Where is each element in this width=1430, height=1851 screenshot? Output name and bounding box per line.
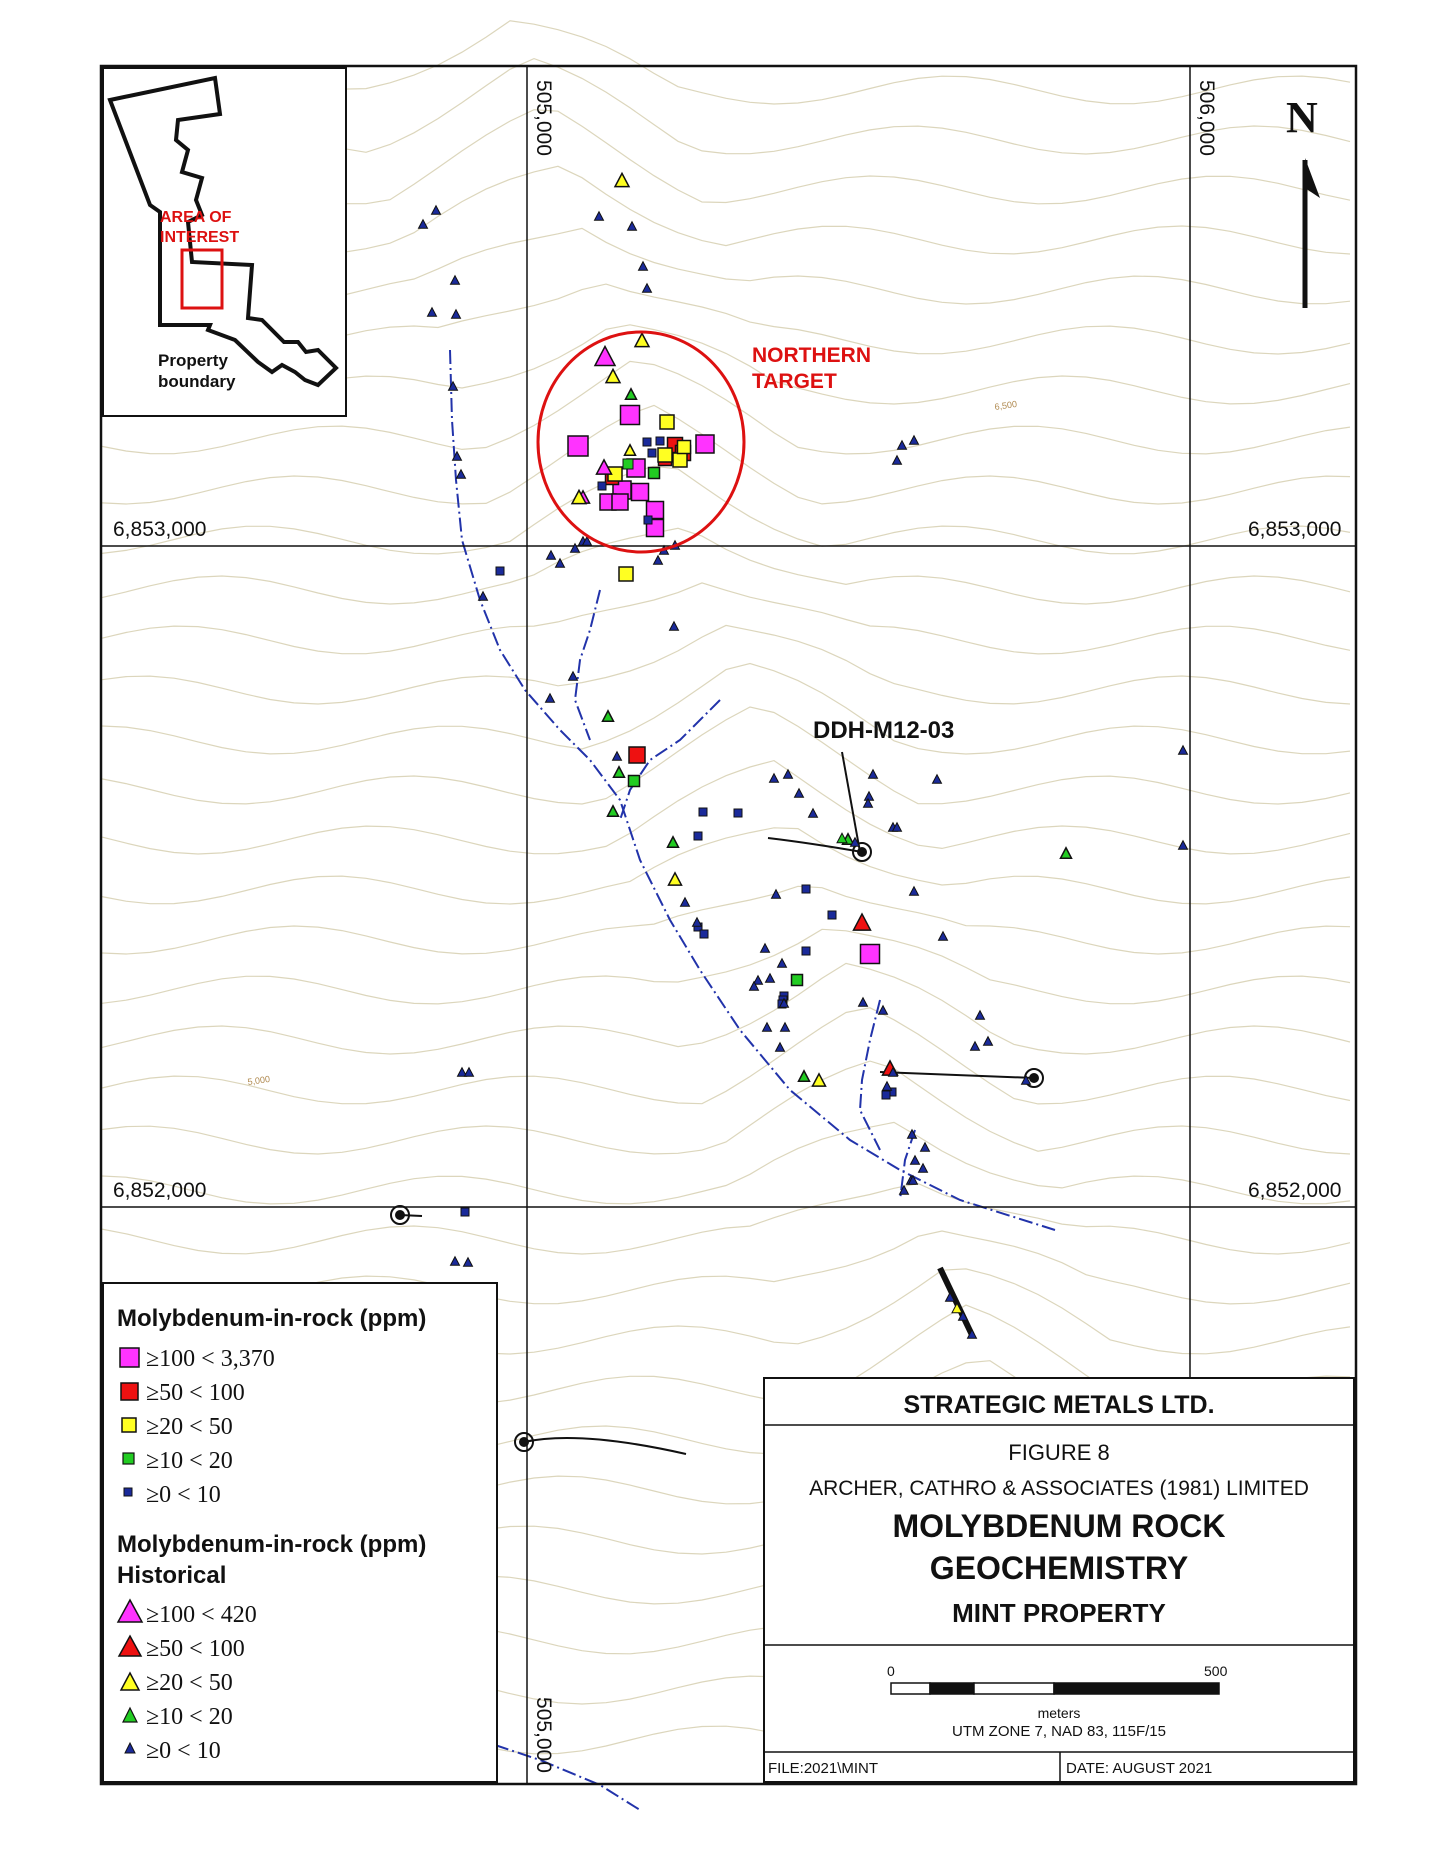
rock-sample-square — [673, 453, 687, 467]
legend-triangle-label: ≥10 < 20 — [146, 1704, 233, 1730]
historical-sample-triangle — [776, 1043, 785, 1052]
map-title-2: GEOCHEMISTRY — [929, 1550, 1189, 1586]
legend-square-label: ≥100 < 3,370 — [146, 1346, 275, 1372]
figure-number: FIGURE 8 — [1008, 1440, 1110, 1465]
historical-sample-triangle — [1179, 841, 1188, 850]
historical-sample-triangle — [643, 284, 652, 293]
historical-sample-triangle — [910, 887, 919, 896]
historical-sample-triangle — [654, 556, 663, 565]
legend-triangle-label: ≥100 < 420 — [146, 1602, 257, 1628]
rock-sample-square — [660, 415, 674, 429]
legend-triangle-label: ≥0 < 10 — [146, 1738, 221, 1764]
rock-sample-square — [621, 406, 640, 425]
historical-sample-triangle — [766, 974, 775, 983]
grid-label-easting-505000-top: 505,000 — [532, 80, 555, 156]
grid-label-easting-505000-bottom: 505,000 — [532, 1697, 555, 1773]
historical-sample-triangle — [865, 792, 874, 801]
historical-sample-triangle — [893, 456, 902, 465]
historical-sample-triangle — [432, 206, 441, 215]
historical-sample-triangle — [813, 1074, 826, 1086]
rock-sample-square — [568, 436, 588, 456]
historical-sample-triangle — [809, 809, 818, 818]
north-arrow-icon — [1286, 93, 1320, 308]
rock-sample-square — [629, 776, 640, 787]
contour-line — [102, 929, 1350, 1004]
historical-sample-triangle — [859, 998, 868, 1007]
historical-sample-triangle — [879, 1006, 888, 1015]
grid-label-easting-506000-top: 506,000 — [1195, 80, 1218, 156]
contour-line — [102, 963, 1350, 1054]
rock-sample-square — [882, 1091, 890, 1099]
drillhole-label: DDH-M12-03 — [813, 717, 955, 744]
inset-area-label-2: INTEREST — [160, 229, 240, 246]
historical-sample-triangle — [761, 944, 770, 953]
historical-sample-triangle — [976, 1011, 985, 1020]
legend-title-historical-2: Historical — [117, 1562, 227, 1589]
rock-sample-square — [694, 832, 702, 840]
historical-sample-triangle — [669, 873, 682, 885]
map-title-1: MOLYBDENUM ROCK — [892, 1508, 1226, 1544]
rock-sample-square — [632, 484, 649, 501]
grid-label-northing-upper-right: 6,853,000 — [1248, 518, 1342, 541]
historical-sample-triangle — [770, 774, 779, 783]
historical-sample-triangle — [921, 1143, 930, 1152]
historical-sample-triangle — [898, 441, 907, 450]
historical-sample-triangle — [911, 1156, 920, 1165]
historical-sample-triangle — [781, 1023, 790, 1032]
legend-square-label: ≥20 < 50 — [146, 1414, 233, 1440]
location-inset — [103, 68, 346, 416]
rock-sample-square — [658, 448, 672, 462]
inset-area-label-1: AREA OF — [160, 209, 232, 226]
scale-start: 0 — [887, 1663, 895, 1679]
rock-sample-square — [678, 441, 691, 454]
historical-sample-triangle — [569, 672, 578, 681]
historical-sample-triangle — [464, 1258, 473, 1267]
historical-sample-triangle — [615, 173, 629, 186]
historical-sample-triangle — [547, 551, 556, 560]
contour-line — [102, 583, 1350, 654]
grid-label-northing-lower-right: 6,852,000 — [1248, 1179, 1342, 1202]
author: ARCHER, CATHRO & ASSOCIATES (1981) LIMITED — [809, 1477, 1309, 1500]
contour-line — [102, 466, 1350, 554]
historical-sample-triangle — [799, 1071, 810, 1081]
contour-line — [102, 1184, 1350, 1255]
historical-sample-triangle — [933, 775, 942, 784]
rock-sample-square — [828, 911, 836, 919]
legend-title-historical: Molybdenum-in-rock (ppm) — [117, 1531, 427, 1558]
historical-sample-triangle — [635, 333, 649, 346]
historical-sample-triangle — [465, 1068, 474, 1077]
historical-sample-triangle — [1179, 746, 1188, 755]
legend — [103, 1283, 497, 1782]
northern-target-label-2: TARGET — [752, 370, 837, 393]
rock-sample-square — [699, 808, 707, 816]
historical-sample-triangle — [595, 212, 604, 221]
rock-sample-square — [696, 435, 714, 453]
grid-label-northing-upper-left: 6,853,000 — [113, 518, 207, 541]
rock-sample-square — [612, 494, 628, 510]
contour-line — [102, 1008, 1350, 1104]
historical-sample-triangle — [625, 445, 636, 455]
legend-square-label: ≥0 < 10 — [146, 1482, 221, 1508]
projection: UTM ZONE 7, NAD 83, 115F/15 — [952, 1723, 1166, 1740]
rock-sample-square — [861, 945, 880, 964]
historical-sample-triangle — [670, 622, 679, 631]
historical-sample-triangle — [639, 262, 648, 271]
historical-sample-triangle — [971, 1042, 980, 1051]
scale-end: 500 — [1204, 1663, 1228, 1679]
legend-triangle-label: ≥20 < 50 — [146, 1670, 233, 1696]
historical-sample-triangle — [613, 752, 622, 761]
date: DATE: AUGUST 2021 — [1066, 1760, 1213, 1777]
historical-sample-triangle — [763, 1023, 772, 1032]
contour-label-6500: 6,500 — [993, 398, 1018, 412]
svg-text:N: N — [1286, 93, 1318, 142]
grid-label-northing-lower-left: 6,852,000 — [113, 1179, 207, 1202]
contour-line — [102, 625, 1350, 704]
contour-line — [102, 1061, 1350, 1154]
scale-unit: meters — [1037, 1705, 1081, 1721]
contour-line — [102, 528, 1350, 604]
rock-sample-square — [656, 437, 664, 445]
contour-line — [102, 1122, 1350, 1204]
rock-sample-square — [619, 567, 633, 581]
rock-sample-square — [598, 482, 606, 490]
inset-property-label-1: Property — [158, 351, 228, 370]
rock-sample-square — [802, 885, 810, 893]
historical-sample-triangle — [546, 694, 555, 703]
legend-square-label: ≥10 < 20 — [146, 1448, 233, 1474]
contour-line — [102, 886, 1350, 954]
historical-sample-triangle — [984, 1037, 993, 1046]
northern-target-label: NORTHERN — [752, 344, 871, 367]
inset-property-label-2: boundary — [158, 372, 236, 391]
historical-sample-triangle — [883, 1082, 892, 1091]
historical-sample-triangle — [451, 1257, 460, 1266]
historical-sample-triangle — [608, 806, 619, 816]
historical-sample-triangle — [626, 389, 637, 399]
rock-sample-square — [496, 567, 504, 575]
rock-sample-square — [648, 449, 656, 457]
historical-sample-triangle — [451, 276, 460, 285]
contour-label-5000: 5,000 — [246, 1073, 271, 1087]
title-block — [764, 1378, 1354, 1782]
historical-sample-triangle — [869, 770, 878, 779]
historical-sample-triangle — [479, 592, 488, 601]
historical-sample-triangle — [628, 222, 637, 231]
historical-sample-triangle — [919, 1164, 928, 1173]
drill-trace-south — [940, 1268, 972, 1335]
rock-sample-square — [792, 975, 803, 986]
historical-sample-triangle — [854, 914, 871, 930]
historical-sample-triangle — [603, 711, 614, 721]
legend-triangle-label: ≥50 < 100 — [146, 1636, 245, 1662]
rock-sample-square — [644, 516, 652, 524]
rock-sample-square — [643, 438, 651, 446]
file-name: FILE:2021\MINT — [768, 1760, 879, 1777]
historical-sample-triangle — [452, 310, 461, 319]
rock-sample-square — [629, 747, 645, 763]
historical-sample-triangle — [939, 932, 948, 941]
rock-sample-square — [649, 468, 660, 479]
historical-sample-triangle — [778, 959, 787, 968]
historical-sample-triangle — [681, 898, 690, 907]
legend-title-current: Molybdenum-in-rock (ppm) — [117, 1305, 427, 1332]
contour-line — [102, 405, 1350, 504]
property-name: MINT PROPERTY — [952, 1598, 1166, 1628]
historical-sample-triangle — [668, 837, 679, 847]
historical-sample-triangle — [428, 308, 437, 317]
historical-sample-triangle — [457, 470, 466, 479]
historical-sample-triangle — [614, 767, 625, 777]
legend-square-label: ≥50 < 100 — [146, 1380, 245, 1406]
rock-sample-square — [734, 809, 742, 817]
contour-line — [102, 707, 1350, 804]
rock-sample-square — [623, 459, 633, 469]
scale-bar — [891, 1683, 1219, 1694]
historical-sample-triangle — [1061, 848, 1072, 858]
contour-line — [102, 761, 1350, 854]
historical-sample-triangle — [595, 347, 615, 366]
company-name: STRATEGIC METALS LTD. — [903, 1391, 1215, 1419]
rock-sample-square — [802, 947, 810, 955]
historical-sample-triangle — [784, 770, 793, 779]
rock-sample-square — [700, 930, 708, 938]
historical-sample-triangle — [910, 436, 919, 445]
historical-sample-triangle — [795, 789, 804, 798]
historical-sample-triangle — [693, 918, 702, 927]
rock-sample-square — [461, 1208, 469, 1216]
